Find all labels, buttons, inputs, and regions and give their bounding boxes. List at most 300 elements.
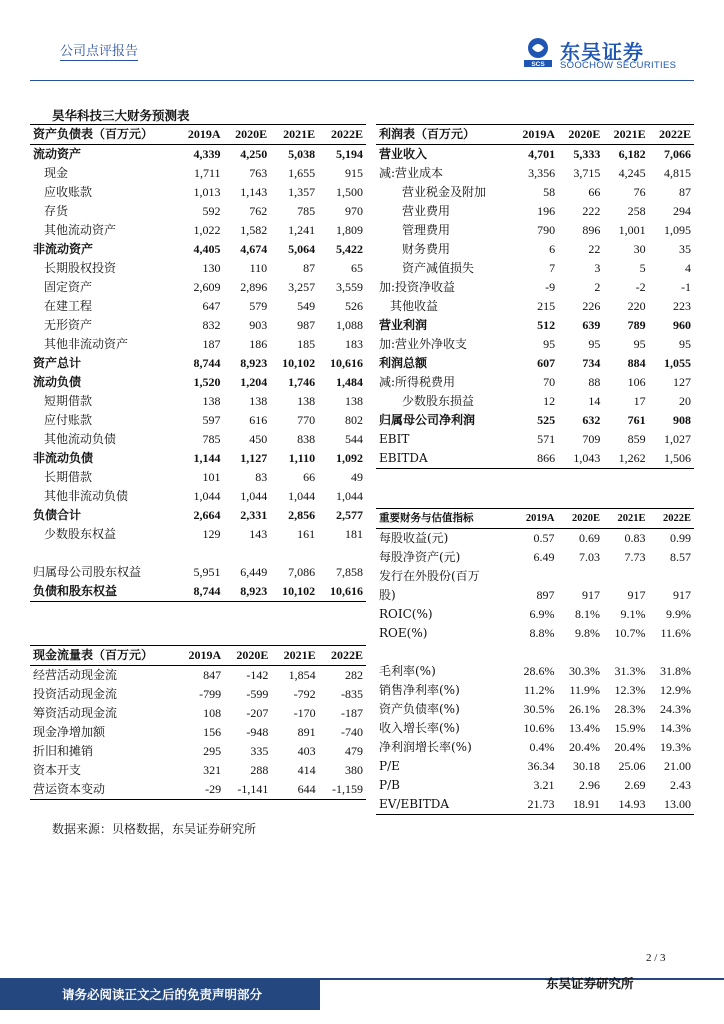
table-row	[376, 449, 694, 469]
row-value: 479	[345, 744, 363, 758]
row-value: 88	[588, 375, 601, 389]
row-value: 95	[588, 337, 601, 351]
row-value: 1,095	[664, 223, 691, 237]
row-value: -207	[246, 706, 269, 720]
row-label: 股)	[379, 588, 396, 602]
row-value	[176, 544, 224, 563]
balance-sheet-table	[30, 124, 366, 602]
row-value: 66	[588, 185, 601, 199]
row-value: 8.1%	[575, 607, 600, 621]
table-title-cell: 现金流量表（百万元）	[30, 646, 176, 666]
row-value: 10.6%	[523, 721, 555, 735]
row-value: 2,609	[193, 280, 221, 294]
row-value: 282	[345, 668, 363, 682]
row-value	[603, 567, 649, 586]
row-label: 少数股东损益	[402, 394, 475, 408]
table-row	[30, 468, 366, 487]
row-value: 220	[627, 299, 646, 313]
row-value: -599	[246, 687, 269, 701]
row-label: 长期借款	[44, 470, 93, 484]
row-label: 销售净利率(%)	[379, 683, 460, 697]
row-value: 24.3%	[660, 702, 691, 716]
row-label: 现金	[44, 166, 69, 180]
row-value: 709	[582, 432, 601, 446]
row-value: 1,357	[288, 185, 316, 199]
table-row	[376, 719, 694, 738]
row-value: 7.03	[579, 550, 600, 564]
row-value: 223	[673, 299, 691, 313]
table-title-cell: 资产负债表（百万元）	[30, 125, 176, 145]
row-value: 21.73	[512, 795, 558, 815]
row-value: 181	[345, 527, 363, 541]
row-value: 9.9%	[666, 607, 691, 621]
row-label: 经营活动现金流	[33, 668, 118, 682]
table-row	[376, 164, 694, 183]
row-value: 639	[582, 318, 601, 332]
row-value: 1,143	[240, 185, 268, 199]
table-row	[376, 738, 694, 757]
table-row	[376, 316, 694, 335]
row-value: 49	[351, 470, 363, 484]
row-label: EBIT	[379, 432, 410, 446]
row-value: 186	[249, 337, 268, 351]
column-header-year: 2020E	[558, 125, 603, 145]
row-value: 10,102	[270, 582, 318, 602]
row-value: -2	[635, 280, 646, 294]
row-label: 资产负债率(%)	[379, 702, 460, 716]
row-value: -1,141	[224, 780, 271, 800]
row-value: 5,064	[288, 242, 316, 256]
row-value: 5	[639, 261, 646, 275]
table-row	[30, 221, 366, 240]
table-row	[376, 700, 694, 719]
row-value: 138	[202, 394, 221, 408]
row-value: 7,066	[664, 147, 691, 161]
column-header-year: 2020E	[224, 125, 271, 145]
row-value: 1,127	[240, 451, 268, 465]
row-value: 526	[345, 299, 363, 313]
row-value: 770	[297, 413, 316, 427]
row-value: 5,194	[336, 147, 363, 161]
row-value: 761	[627, 413, 646, 427]
row-value: 11.6%	[660, 626, 691, 640]
table-title-cell: 重要财务与估值指标	[376, 509, 512, 529]
row-value: 2.96	[579, 778, 600, 792]
row-value: 1,144	[193, 451, 221, 465]
row-value: 12.3%	[614, 683, 646, 697]
column-header-year: 2021E	[603, 125, 648, 145]
row-value: 20	[679, 394, 691, 408]
row-value: 785	[297, 204, 316, 218]
row-value: 544	[345, 432, 363, 446]
row-value: 11.2%	[523, 683, 555, 697]
row-value: 1,204	[240, 375, 268, 389]
table-row	[376, 297, 694, 316]
row-value: 4	[685, 261, 691, 275]
row-label: 折旧和摊销	[33, 744, 94, 758]
row-label: 归属母公司股东权益	[33, 565, 142, 579]
column-header-year: 2022E	[318, 125, 366, 145]
row-label: ROE(%)	[379, 626, 428, 640]
row-value: 4,245	[618, 166, 646, 180]
row-label: 存货	[44, 204, 69, 218]
row-label: 其他非流动负债	[44, 489, 129, 503]
row-value: 802	[345, 413, 363, 427]
row-value: 1,711	[193, 166, 221, 180]
row-value: 1,043	[558, 449, 603, 469]
row-value: 19.3%	[660, 740, 691, 754]
row-label: 其他非流动资产	[44, 337, 129, 351]
row-value: 917	[582, 588, 600, 602]
row-value: 1,044	[288, 489, 316, 503]
row-value: 321	[203, 763, 222, 777]
table-row	[30, 544, 366, 563]
row-value: 915	[345, 166, 363, 180]
row-value	[558, 643, 604, 662]
column-header-year: 2020E	[224, 646, 271, 666]
page-number: 2 / 3	[646, 952, 666, 964]
row-value: 847	[203, 668, 222, 682]
row-value: 896	[582, 223, 601, 237]
row-value: 30.3%	[569, 664, 600, 678]
table-row	[376, 202, 694, 221]
row-value: 512	[537, 318, 556, 332]
row-value: 897	[536, 588, 555, 602]
row-value: 1,262	[603, 449, 648, 469]
row-value: 222	[582, 204, 601, 218]
row-value: 3,257	[288, 280, 316, 294]
row-label: 减:所得税费用	[379, 375, 456, 389]
row-value: 5,333	[573, 147, 601, 161]
row-value: 1,092	[336, 451, 363, 465]
row-value: 30.5%	[523, 702, 555, 716]
row-value: 790	[537, 223, 556, 237]
row-label: 应付账款	[44, 413, 93, 427]
row-value: 891	[297, 725, 316, 739]
row-value	[512, 567, 558, 586]
row-label: 负债和股东权益	[30, 582, 176, 602]
row-value: 2.43	[670, 778, 691, 792]
row-value: 83	[255, 470, 268, 484]
row-value	[603, 643, 649, 662]
row-value: 380	[345, 763, 363, 777]
row-label: 营业收入	[379, 147, 428, 161]
row-value: 4,339	[193, 147, 221, 161]
row-value: 110	[249, 261, 268, 275]
table-row	[30, 704, 366, 723]
row-label: 其他收益	[390, 299, 439, 313]
row-value: 65	[351, 261, 363, 275]
table-row	[30, 373, 366, 392]
row-value: 58	[543, 185, 556, 199]
row-value: 4,674	[240, 242, 268, 256]
row-label: ROIC(%)	[379, 607, 433, 621]
row-value: 734	[582, 356, 601, 370]
row-value: 106	[627, 375, 646, 389]
row-label: 归属母公司净利润	[379, 413, 476, 427]
table-row	[376, 183, 694, 202]
row-label: 无形资产	[44, 318, 93, 332]
row-value: 414	[297, 763, 316, 777]
table-row	[30, 666, 366, 686]
row-value: 226	[582, 299, 601, 313]
row-label: 负债合计	[33, 508, 82, 522]
row-value: 17	[633, 394, 646, 408]
row-value: 2,331	[240, 508, 268, 522]
row-value: 970	[345, 204, 363, 218]
table-header-row	[376, 509, 694, 529]
row-value: 35	[679, 242, 691, 256]
row-label: 每股收益(元)	[379, 531, 449, 545]
row-value: 884	[627, 356, 646, 370]
table-row	[376, 240, 694, 259]
row-value: 549	[297, 299, 316, 313]
row-value: 156	[203, 725, 222, 739]
row-value: -799	[199, 687, 222, 701]
row-label: 流动负债	[33, 375, 82, 389]
table-row	[376, 795, 694, 815]
row-value: 7,086	[288, 565, 316, 579]
row-value: 15.9%	[614, 721, 646, 735]
row-value: 87	[303, 261, 316, 275]
row-value: 138	[297, 394, 316, 408]
report-type-label: 公司点评报告	[60, 40, 138, 61]
row-value: 70	[543, 375, 556, 389]
table-title-cell: 利润表（百万元）	[376, 125, 512, 145]
column-header-year: 2020E	[558, 509, 604, 529]
row-value: 8,744	[193, 356, 221, 370]
row-value: 11.9%	[569, 683, 600, 697]
row-label: 加:投资净收益	[379, 280, 456, 294]
row-value: 4,250	[240, 147, 268, 161]
row-value: 5,038	[288, 147, 316, 161]
row-value: 1,013	[193, 185, 221, 199]
row-value: 903	[249, 318, 268, 332]
table-row	[30, 392, 366, 411]
table-row	[376, 624, 694, 643]
cash-flow-table	[30, 645, 366, 800]
row-value: 0.57	[533, 531, 555, 545]
table-row	[30, 335, 366, 354]
row-label: EBITDA	[376, 449, 512, 469]
row-value: 3,715	[573, 166, 601, 180]
row-value: 10.7%	[614, 626, 646, 640]
row-value	[649, 567, 695, 586]
row-value: 4,701	[528, 147, 556, 161]
row-label: 毛利率(%)	[379, 664, 436, 678]
row-value: 579	[249, 299, 268, 313]
row-value: 917	[673, 588, 691, 602]
row-label: 每股净资产(元)	[379, 550, 461, 564]
column-header-year: 2019A	[176, 125, 224, 145]
row-value: 3,356	[528, 166, 556, 180]
row-value: 1,655	[288, 166, 316, 180]
row-value: 2.69	[624, 778, 646, 792]
row-value: 647	[202, 299, 221, 313]
row-value: 30	[633, 242, 646, 256]
row-value: 7,858	[336, 565, 363, 579]
table-row	[30, 316, 366, 335]
row-value: 866	[512, 449, 558, 469]
table-row	[376, 221, 694, 240]
row-value: 8.8%	[529, 626, 555, 640]
row-value: 87	[679, 185, 691, 199]
row-value: 143	[249, 527, 268, 541]
disclaimer-text: 请务必阅读正文之后的免责声明部分	[62, 987, 263, 1002]
row-value: 832	[202, 318, 221, 332]
row-value: 0.69	[579, 531, 600, 545]
row-label: 长期股权投资	[44, 261, 117, 275]
row-value: 7.73	[624, 550, 646, 564]
row-value: 571	[537, 432, 556, 446]
row-value: 14.3%	[660, 721, 691, 735]
row-value: 1,001	[618, 223, 646, 237]
row-value: 632	[582, 413, 601, 427]
row-label: 减:营业成本	[379, 166, 444, 180]
table-row	[30, 761, 366, 780]
table-row	[376, 411, 694, 430]
row-value: 859	[627, 432, 646, 446]
row-value: -1,159	[319, 780, 366, 800]
row-label: 非流动资产	[33, 242, 94, 256]
column-header-year: 2021E	[271, 646, 318, 666]
row-label: 短期借款	[44, 394, 93, 408]
row-label: 固定资产	[44, 280, 93, 294]
row-value: 10,616	[318, 582, 366, 602]
row-value: 13.00	[649, 795, 695, 815]
row-value: 4,815	[664, 166, 691, 180]
table-row	[376, 605, 694, 624]
row-value: 196	[537, 204, 556, 218]
row-value: 525	[537, 413, 556, 427]
valuation-ratio-table	[376, 508, 694, 815]
row-value: 2,896	[240, 280, 268, 294]
row-value: 644	[271, 780, 318, 800]
row-value: 13.4%	[569, 721, 600, 735]
row-value: 215	[537, 299, 556, 313]
table-header-row	[376, 125, 694, 145]
table-row	[30, 506, 366, 525]
row-value: -187	[341, 706, 363, 720]
row-value: 26.1%	[569, 702, 600, 716]
row-value: 450	[249, 432, 268, 446]
row-value: 1,044	[336, 489, 363, 503]
row-label: 非流动负债	[33, 451, 94, 465]
column-header-year: 2022E	[649, 509, 695, 529]
row-value: 3,559	[336, 280, 363, 294]
row-value: 108	[203, 706, 222, 720]
row-value: 10,616	[330, 356, 363, 370]
row-value: 6,182	[618, 147, 646, 161]
row-value: 9.1%	[620, 607, 646, 621]
row-label: 营业利润	[379, 318, 428, 332]
row-value: 14	[588, 394, 601, 408]
row-value: 20.4%	[569, 740, 600, 754]
row-value	[318, 544, 366, 563]
row-value: 8.57	[670, 550, 691, 564]
row-value: -835	[341, 687, 363, 701]
row-value	[649, 643, 695, 662]
row-value: 10,102	[282, 356, 316, 370]
institute-name: 东吴证券研究所	[546, 976, 634, 991]
row-value: 2,577	[336, 508, 363, 522]
row-label: 其他流动负债	[44, 432, 117, 446]
row-value: 76	[633, 185, 646, 199]
row-value: 8,744	[176, 582, 224, 602]
row-value: 258	[627, 204, 646, 218]
row-value: 1,022	[193, 223, 221, 237]
row-value: 597	[202, 413, 221, 427]
table-row	[376, 529, 694, 549]
row-value: 183	[345, 337, 363, 351]
row-value	[558, 567, 604, 586]
table-row	[376, 586, 694, 605]
svg-text:SCS: SCS	[531, 61, 545, 68]
row-label: 少数股东权益	[44, 527, 117, 541]
row-value	[512, 643, 558, 662]
table-row	[30, 742, 366, 761]
row-label: 收入增长率(%)	[379, 721, 460, 735]
row-label: P/B	[379, 778, 400, 792]
row-value: 28.6%	[523, 664, 555, 678]
table-row	[30, 723, 366, 742]
row-value: 3	[594, 261, 601, 275]
row-value	[224, 544, 271, 563]
row-value: 763	[249, 166, 268, 180]
row-label: 发行在外股份(百万	[379, 569, 480, 583]
row-value: 960	[673, 318, 691, 332]
row-value: 127	[673, 375, 691, 389]
row-value: 1,520	[193, 375, 221, 389]
row-value: 36.34	[527, 759, 555, 773]
row-value: 95	[633, 337, 646, 351]
row-value: 2	[594, 280, 601, 294]
row-value: 6	[549, 242, 556, 256]
row-value: 22	[588, 242, 601, 256]
row-value: 607	[537, 356, 556, 370]
row-label: 利润总额	[379, 356, 428, 370]
table-header-row	[30, 125, 366, 145]
row-value: 31.8%	[660, 664, 691, 678]
table-row	[30, 525, 366, 544]
row-value: 187	[202, 337, 221, 351]
row-value: 6,449	[240, 565, 268, 579]
row-value: 1,506	[649, 449, 694, 469]
table-row	[376, 278, 694, 297]
row-value: 6.9%	[529, 607, 555, 621]
row-value: 1,582	[240, 223, 268, 237]
table-row	[30, 240, 366, 259]
row-value: 95	[543, 337, 556, 351]
table-row	[30, 685, 366, 704]
table-row	[376, 335, 694, 354]
table-row	[376, 354, 694, 373]
row-label: 资产减值损失	[402, 261, 475, 275]
row-value: 1,044	[193, 489, 221, 503]
row-value: 335	[250, 744, 269, 758]
row-value	[270, 544, 318, 563]
row-value: 1,484	[336, 375, 363, 389]
table-row	[376, 567, 694, 586]
table-row	[376, 643, 694, 662]
row-label: EV/EBITDA	[376, 795, 512, 815]
table-row	[376, 145, 694, 165]
row-value: 28.3%	[614, 702, 646, 716]
row-value: 1,055	[664, 356, 691, 370]
row-value: 789	[627, 318, 646, 332]
row-value: 20.4%	[614, 740, 646, 754]
row-value: 1,809	[336, 223, 363, 237]
